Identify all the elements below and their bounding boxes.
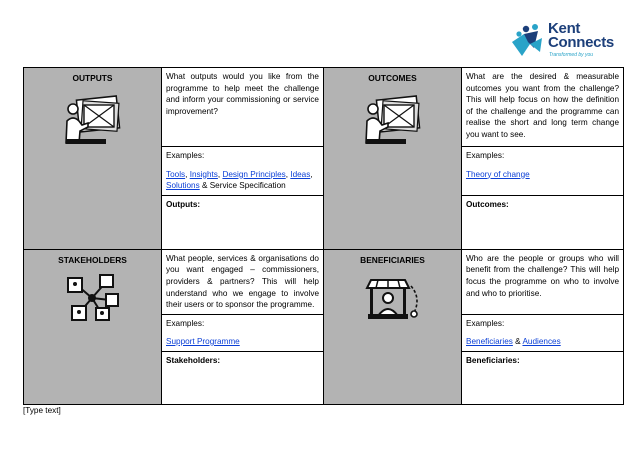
network-icon bbox=[66, 274, 120, 322]
beneficiaries-field-cell[interactable] bbox=[462, 352, 624, 404]
stakeholders-question-cell bbox=[162, 249, 324, 314]
outputs-examples-list: Tools, Insights, Design Principles, Ideas, Solutions & Service Specification bbox=[166, 169, 313, 191]
outputs-category-cell bbox=[24, 68, 162, 250]
commissioning-grid bbox=[23, 67, 624, 405]
stakeholders-field-label: Stakeholders: bbox=[166, 356, 221, 366]
outputs-field-cell[interactable] bbox=[162, 195, 324, 249]
link-ideas[interactable]: Ideas bbox=[290, 169, 311, 179]
outcomes-question: What are the desired & measurable outcomes you want from the challenge? This will help focus on how the definition of the challenge and the programme can realise the short and long term change you want to see. bbox=[466, 72, 619, 139]
link-beneficiaries[interactable]: Beneficiaries bbox=[466, 336, 513, 346]
stakeholders-field-cell[interactable] bbox=[162, 352, 324, 404]
link-audiences[interactable]: Audiences bbox=[522, 336, 561, 346]
outputs-heading: OUTPUTS bbox=[72, 73, 113, 83]
link-support-programme[interactable]: Support Programme bbox=[166, 336, 240, 346]
outcomes-question-cell bbox=[462, 68, 624, 147]
beneficiaries-examples-label: Examples: bbox=[466, 319, 505, 329]
link-theory-of-change[interactable]: Theory of change bbox=[466, 169, 530, 179]
beneficiaries-question-cell bbox=[462, 249, 624, 314]
beneficiaries-field-label: Beneficiaries: bbox=[466, 356, 520, 366]
outcomes-examples-label: Examples: bbox=[466, 151, 505, 160]
beneficiaries-question: Who are the people or groups who will benefit from the challenge? This will help focus the programme on who to involve and who to prioritise. bbox=[466, 253, 619, 298]
outputs-question: What outputs would you like from the programme to help meet the challenge and inform your commissioning or service improvement? bbox=[166, 72, 319, 116]
stakeholders-heading: STAKEHOLDERS bbox=[58, 254, 127, 265]
beneficiaries-examples-amp: & bbox=[515, 336, 521, 346]
stakeholders-examples-cell bbox=[162, 315, 324, 352]
logo-wordmark: Kent Connects bbox=[548, 20, 614, 51]
stakeholders-examples-label: Examples: bbox=[166, 319, 205, 329]
link-design-principles[interactable]: Design Principles bbox=[222, 169, 286, 179]
outputs-question-cell bbox=[162, 68, 324, 147]
outputs-field-label: Outputs: bbox=[166, 199, 201, 209]
outputs-examples-cell bbox=[162, 147, 324, 196]
beneficiaries-category-cell bbox=[324, 249, 462, 404]
logo-tagline: Transformed by you bbox=[549, 52, 594, 58]
beneficiaries-examples-cell bbox=[462, 315, 624, 352]
outcomes-field-label: Outcomes: bbox=[466, 199, 509, 209]
outputs-examples-label: Examples: bbox=[166, 151, 205, 160]
market-stall-icon bbox=[365, 274, 421, 324]
stakeholders-category-cell bbox=[24, 249, 162, 404]
outcomes-field-cell[interactable] bbox=[462, 195, 624, 249]
presentation-icon bbox=[364, 95, 422, 151]
beneficiaries-heading: BENEFICIARIES bbox=[360, 254, 425, 265]
link-solutions[interactable]: Solutions bbox=[166, 181, 200, 191]
outcomes-examples-cell bbox=[462, 147, 624, 196]
outcomes-category-cell bbox=[324, 68, 462, 250]
outcomes-heading: OUTCOMES bbox=[368, 73, 417, 83]
footer-placeholder-text: [Type text] bbox=[23, 406, 61, 415]
outputs-examples-tail: & Service Specification bbox=[201, 181, 286, 191]
presentation-icon bbox=[64, 95, 122, 151]
link-insights[interactable]: Insights bbox=[189, 169, 218, 179]
link-tools[interactable]: Tools bbox=[166, 169, 186, 179]
stakeholders-question: What people, services & organisations do you want engaged – commissioners, providers & partners? This will help understand who we engage to involve their users or to sponsor the programme. bbox=[166, 253, 319, 310]
